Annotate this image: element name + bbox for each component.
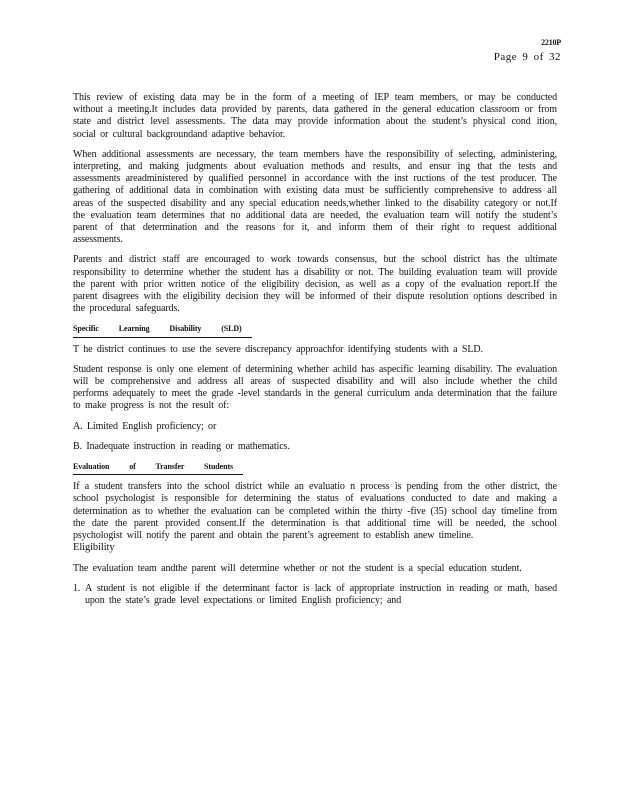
paragraph-additional-assessments: When additional assessments are necessary, the team members have the responsibility of selecting, administering, interpreting, and making judgments about evaluation methods and results, and ensur ing that the tests and assessments areadministered by qualified personnel in accordance with the inst ructions of the test producer. The gathering of additional data in combination with existing data must be sufficiently comprehensive to address all areas of the suspected disability and any special education needs,whether linked to the disability category or not.If the evaluation team determines that no additional data are needed, the evaluation team will notify the student’s parent of that determination and the reasons for it, and inform them of their right to request additional assessments. (73, 148, 557, 246)
paragraph-severe-discrepancy: T he district continues to use the severe discrepancy approachfor identifying students with a SLD. (73, 343, 483, 355)
document-body (73, 92, 557, 607)
paragraph-existing-data-review: This review of existing data may be in the form of a meeting of IEP team members, or may be conducted without a meeting.It includes data provided by parents, data gathered in the general education classroom or from state and district level assessments. The data may provide information about the student’s physical cond ition, social or cultural backgroundand adaptive behavior. (73, 92, 557, 140)
section-heading-transfer-students (73, 461, 557, 475)
section-heading-eligibility: Eligibility (73, 542, 115, 554)
paragraph-transfer-students: If a student transfers into the school district while an evaluatio n process is pending from the other district, the school psychologist is responsible for determining the status of evaluations conducted to date and making a determination as to whether the evaluation can be completed within the thirty -five (35) school day timeline from the date the parent provided consent.If the determination is that additional time will be needed, the school psychologist will notify the parent and obtain the parent’s agreement to establish anew timeline. (73, 481, 557, 542)
document-code: 2210P (541, 38, 561, 47)
section-heading-sld (73, 323, 557, 337)
paragraph-eligibility: The evaluation team andthe parent will determine whether or not the student is a special education student. (73, 562, 522, 574)
section-heading-sld-text: Specific Learning Disability (SLD) (73, 323, 252, 337)
numbered-item-1 (73, 583, 557, 607)
paragraph-student-response: Student response is only one element of determining whether achild has aspecific learning disability. The evaluation will be comprehensive and address all areas of suspected disability and will also include whether the child performs adequately to meet the grade -level standards in the general curriculum anda determination that the failure to make progress is not the result of: (73, 363, 557, 412)
list-item-a: A. Limited English proficiency; or (73, 420, 217, 432)
paragraph-consensus: Parents and district staff are encouraged to work towards consensus, but the school district has the ultimate responsibility to determine whether the student has a disability or not. The building evaluation team will provide the parent with prior written notice of the eligibility decision, as well as a copy of the evaluation report.If the parent disagrees with the eligibility decision they will be informed of their dispute resolution options described in the procedural safeguards. (73, 254, 557, 315)
numbered-item-1-text: A student is not eligible if the determinant factor is lack of appropriate instruction in reading or math, based upon the state’s grade level expectations or limited English proficiency; and (85, 582, 557, 606)
list-item-b: B. Inadequate instruction in reading or mathematics. (73, 440, 290, 452)
page-number: Page 9 of 32 (493, 51, 561, 63)
section-heading-transfer-text: Evaluation of Transfer Students (73, 461, 243, 475)
numbered-item-1-marker: 1. (73, 582, 81, 594)
